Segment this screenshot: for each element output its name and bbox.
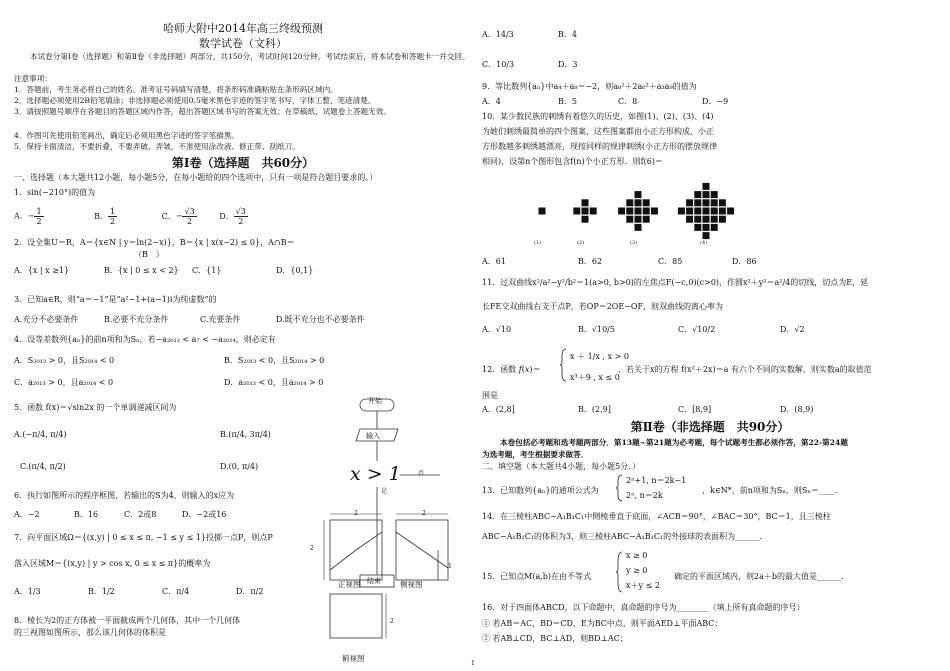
q1-stem: 1．sin(−210°)的值为 [14,188,96,197]
part2-intro-line2: 为选考题，考生根据要求做答． [482,450,589,459]
pattern-square [626,199,633,206]
top-view-dim-label: 2 [390,618,394,625]
flowchart-yes-label: 是 [381,488,388,495]
front-view-width-label: 2 [354,510,358,517]
q11-option-c: C．√10/2 [678,325,716,334]
q7-line1: 7．向平面区域Ω＝{(x,y) | 0 ≤ x ≤ π, −1 ≤ y ≤ 1}投掷一点P，则点P [14,533,273,542]
q12-label: 12．函数 f(x)＝ [482,365,541,374]
q10-option-a: A．61 [482,257,506,266]
q10-option-b: B．62 [578,257,603,266]
q1-option-c-label: C． [161,211,176,221]
pattern-square [719,199,726,206]
pattern-square [590,208,597,215]
q10-caption-3: (3) [630,240,638,246]
q15-constraint-3: x＋y ≤ 2 [626,581,660,590]
q3-option-b: B.必要不充分条件 [104,315,169,324]
q14-line2: ABC−A₁B₁C₁的体积为3，则三棱柱ABC−A₁B₁C₁的外接球的表面积为______． [482,532,768,541]
part1-title: 第Ⅰ卷（选择题 共60分） [171,156,315,170]
q8-option-a: A．14/3 [482,30,514,39]
pattern-square [643,216,650,223]
q12-piece-1: x ＋ 1/x , x > 0 [570,352,629,361]
pattern-square [719,208,726,215]
part1-intro: 一、选择题（本大题共12小题，每小题5分，在每小题给的四个选项中，只有一项是符合题目要求的。） [14,173,378,182]
q6-option-c: C．2或8 [124,510,157,519]
q1-options: A．− $\frac{1}{2}$ B． $\frac{1}{2}$ C．− $\frac{√3}{2}$ D． $\frac{√3}{2}$ [14,207,246,226]
q8-line1: 8．棱长为2的正方体被一平面截成两个几何体，其中一个几何体 [14,616,241,625]
pattern-square [582,199,589,206]
pattern-square [694,199,701,206]
top-view-caption: 俯视图 [342,654,365,663]
pattern-square [635,199,642,206]
pattern-square [703,183,710,190]
q10-pattern-figure [530,183,760,239]
flowchart-end-label: 结束 [367,577,381,585]
q10-line4: 相同)，设第n个图形包含f(n)个小正方形．则f(6)＝ [482,157,663,166]
pattern-square [582,208,589,215]
q5-option-a: A.(−π/4, π/4) [14,430,67,439]
q12-option-c: C．[8,9] [678,405,712,414]
pattern-square [703,224,710,231]
pattern-square [626,216,633,223]
q8-option-b: B．4 [558,30,577,39]
pattern-square [686,199,693,206]
q3-option-a: A.充分不必要条件 [14,315,79,324]
pattern-square [686,216,693,223]
q11-line1: 11．过双曲线x²/a²−y²/b²＝1(a>0, b>0)的左焦点F(−c,0)(c>0)，作圆x²＋y²＝a²/4的切线，切点为E，延 [482,278,869,287]
q9-option-c: C．8 [618,97,638,106]
q15-pre: 15．已知点M(a,b)在由不等式 [482,572,592,581]
q15-brace [616,551,624,593]
pattern-square [635,208,642,215]
front-view-height-label: 2 [310,545,314,552]
q5-option-d: D.(0, π/4) [220,462,259,471]
instructions-intro: 本试卷分第Ⅰ卷（选择题）和第Ⅱ卷（非选择题）两部分，共150分，考试时间120分钟。考试结束后，将本试卷和答题卡一并交回。 [30,52,470,61]
note-1: 1．答题前，考生务必将自己的姓名、准考证号码填写清楚，将条形码准确粘贴在条形码区域内。 [14,85,338,94]
q10-caption-1: (1) [534,240,542,246]
pattern-square [618,208,625,215]
q1-option-a-frac: $\frac{1}{2}$ [36,207,42,226]
pattern-square [711,216,718,223]
pattern-square [719,216,726,223]
q15-constraint-1: x ≥ 0 [626,551,648,560]
note-2: 2．选择题必须使用2B铅笔填涂；非选择题必须使用0.5毫米黑色字迹的签字笔书写，字体工整、笔迹清楚。 [14,96,376,105]
q13-piece-2: 2ⁿ, n＝2k [626,491,663,500]
flowchart-no-label: 否 [418,470,425,477]
exam-subtitle: 数学试卷（文科） [199,37,287,50]
q10-option-d: D．86 [732,257,757,266]
q1-option-a-label: A． [14,211,28,221]
side-view-caption: 侧视图 [400,580,423,589]
pattern-square [711,191,718,198]
side-view-cut-line [396,532,448,568]
pattern-square [703,191,710,198]
q10-line3: 方形数越多刺绣越漂亮，现按同样的规律刺绣(小正方形的摆放规律 [482,142,718,151]
q9-option-a: A．4 [482,97,501,106]
q4-option-a: A．S₂₀₁₃ > 0，且S₂₀₁₄ < 0 [14,356,115,365]
q8-option-d: D．3 [558,60,578,69]
part2-title: 第Ⅱ卷（非选择题 共90分） [630,420,790,434]
q6-option-d: D．−2或16 [182,510,227,519]
exam-title: 哈师大附中2014年高三终级预测 [163,22,323,35]
q13-pre: 13．已知数列{aₙ}的通项公式为 [482,486,599,495]
pattern-square [582,216,589,223]
q2-option-b: B．{x | 0 ≤ x < 2} [104,266,179,275]
q4-option-c: C．a₂₀₁₃ > 0，且a₂₀₁₄ < 0 [14,378,114,387]
pattern-square [573,208,580,215]
q12-line2: 围是 [482,391,498,400]
note-3: 3．请按照题号顺序在各题目的答题区域内作答，超出答题区域书写的答案无效；在草稿纸、试题卷上答题无效。 [14,107,391,116]
q3-option-c: C.充要条件 [200,315,241,324]
pattern-square [678,208,685,215]
q4-stem: 4．设等差数列{aₙ}的前n项和为Sₙ，若−a₂₀₁₃ < a₇ < −a₂₀₁₄，则必定有 [14,335,276,344]
q11-option-b: B．√10/5 [578,325,615,334]
pattern-square [694,191,701,198]
flowchart-start-label: 开始 [368,397,382,405]
q8-option-c: C．10/3 [482,60,515,69]
q2-option-d: D．{0,1} [276,266,314,275]
pattern-square [703,232,710,239]
q14-line1: 14．在三棱柱ABC−A₁B₁C₁中侧棱垂直于底面，∠ACB＝90°，∠BAC＝30°，BC＝1，且三棱柱 [482,512,831,521]
q1-option-d-label: D． [219,211,234,221]
q12-brace [560,348,568,382]
note-5: 5．保持卡面清洁，不要折叠，不要弄破、弄皱，不准使用涂改液、修正带、刮纸刀。 [14,142,300,151]
pattern-square [727,208,734,215]
pattern-square [686,208,693,215]
q10-option-c: C．85 [658,257,683,266]
side-view-width-label: 2 [422,510,426,517]
q2-option-a: A．{x | x ≥1} [14,266,70,275]
q12-piece-2: x³＋9 , x ≤ 0 [570,373,620,382]
q9-option-d: D．−9 [702,97,729,106]
front-view-cut-line [330,532,382,570]
q7-option-b: B．1/2 [88,587,115,596]
q16-item-2: ② 若AB⊥CD，BC⊥AD，则BD⊥AC； [482,634,628,643]
q9-stem: 9．等比数列{aₙ}中a₄＋a₈＝−2，则a₆²＋2a₆²＋a₃a₉的值为 [482,82,697,91]
q13-post: ，k∈N*，前n项和为Sₙ，则Sₙ＝____． [702,486,843,495]
pattern-square [643,208,650,215]
q7-option-c: C．π/4 [162,587,190,596]
q5-option-c: C.(π/4, π/2) [20,462,66,471]
fill-section-title: 二、填空题（本大题共4小题，每小题5分．） [482,462,641,471]
q2-answer-mark: （B ） [134,250,164,259]
q1-option-d-frac: $\frac{√3}{2}$ [235,207,246,226]
flowchart-condition: x > 1 [350,463,401,485]
q11-line2: 长FE交双曲线右支于点P，若OP＝2OE−OF，则双曲线的离心率为 [482,302,724,311]
q16-stem: 16．对于四面体ABCD，以下命题中，真命题的序号为________（填上所有真命题的序号） [482,603,805,612]
page-number: 1 [471,660,475,667]
front-view-caption: 正视图 [338,580,361,589]
q15-post: 确定的平面区域内，则2a＋b的最大值是______． [674,572,849,581]
q16-item-1: ① 若AB＝AC，BD＝CD，E为BC中点，则平面AED⊥平面ABC； [482,619,723,628]
q7-option-d: D．π/2 [236,587,264,596]
q6-option-a: A．−2 [14,510,40,519]
q12-option-d: D．(8,9) [780,405,814,414]
q2-option-c: C．{1} [192,266,222,275]
pattern-square [703,208,710,215]
q5-option-b: B.(π/4, 3π/4) [220,430,271,439]
q6-option-b: B．16 [74,510,99,519]
q1-option-c-frac: $\frac{√3}{2}$ [184,207,195,226]
pattern-square [635,216,642,223]
pattern-square [635,224,642,231]
part2-intro-line1: 本卷包括必考题和选考题两部分．第13题~第21题为必考题，每个试题考生都必须作答，第22-第24题 [500,438,848,447]
q13-brace [616,474,624,502]
pattern-square [711,224,718,231]
pattern-square [711,208,718,215]
q5-stem: 5．函数 f(x)＝√sin2x 的一个单调递减区间为 [14,403,177,412]
q6-stem: 6．执行如图所示的程序框图，若输出的S为4，则输入的x应为 [14,491,235,500]
flowchart-input-label: 输入 [366,432,380,440]
q15-constraint-2: y ≥ 0 [626,566,648,575]
q10-line1: 10．某少数民族的刺绣有着悠久的历史，如图(1)、(2)、(3)、(4) [482,112,714,121]
q10-line2: 为她们刺绣最简单的四个图案，这些图案都由小正方形构成，小正 [482,127,714,136]
pattern-square [651,208,658,215]
q12-option-a: A．(2,8] [482,405,515,414]
pattern-square [711,199,718,206]
pattern-square [703,199,710,206]
pattern-square [703,216,710,223]
pattern-square [539,208,546,215]
q12-option-b: B．(2,9] [578,405,611,414]
pattern-square [694,224,701,231]
q12-stem-rest: ，若关于x的方程 f(x²＋2x)＝a 有六个不同的实数解，则实数a的取值范 [618,365,872,374]
top-view-square [330,594,382,638]
q4-option-d: D．a₂₀₁₃ < 0，且a₂₀₁₄ > 0 [224,378,324,387]
side-view-dim-label: 1 [448,563,452,570]
q3-option-d: D.既不充分也不必要条件 [276,315,365,324]
q1-option-b-frac: $\frac{1}{2}$ [110,207,116,226]
q3-stem: 3．已知a∈R，则“a＝−1”是“a²−1+(a−1)i为纯虚数”的 [14,295,217,304]
q7-line2: 落入区域M＝{(x,y) | y > cos x, 0 ≤ x ≤ π}的概率为 [14,559,211,568]
pattern-square [635,191,642,198]
q13-piece-1: 2ⁿ+1, n＝2k−1 [626,476,687,485]
pattern-square [694,216,701,223]
pattern-square [694,208,701,215]
q4-option-b: B．S₂₀₁₃ < 0，且S₂₀₁₄ > 0 [224,356,325,365]
q10-caption-2: (2) [577,240,585,246]
pattern-square [626,208,633,215]
q11-option-a: A．√10 [482,325,512,334]
q9-option-b: B．5 [558,97,577,106]
pattern-square [643,199,650,206]
q8-line2: 的三视图如图所示，那么该几何体的体积是 [14,628,166,637]
q10-caption-4: (4) [700,240,708,246]
note-4: 4．作图可先使用铅笔画出，确定后必须用黑色字迹的签字笔描黑。 [14,131,240,140]
q7-option-a: A．1/3 [14,587,41,596]
notes-label: 注意事项： [14,74,52,83]
q11-option-d: D．√2 [780,325,805,334]
q1-option-b-label: B． [94,211,109,221]
q2-stem: 2．设全集U＝R，A＝{x∈N | y＝ln(2−x)}，B＝{x | x(x−2) ≤ 0}，A∩B＝ [14,238,295,247]
